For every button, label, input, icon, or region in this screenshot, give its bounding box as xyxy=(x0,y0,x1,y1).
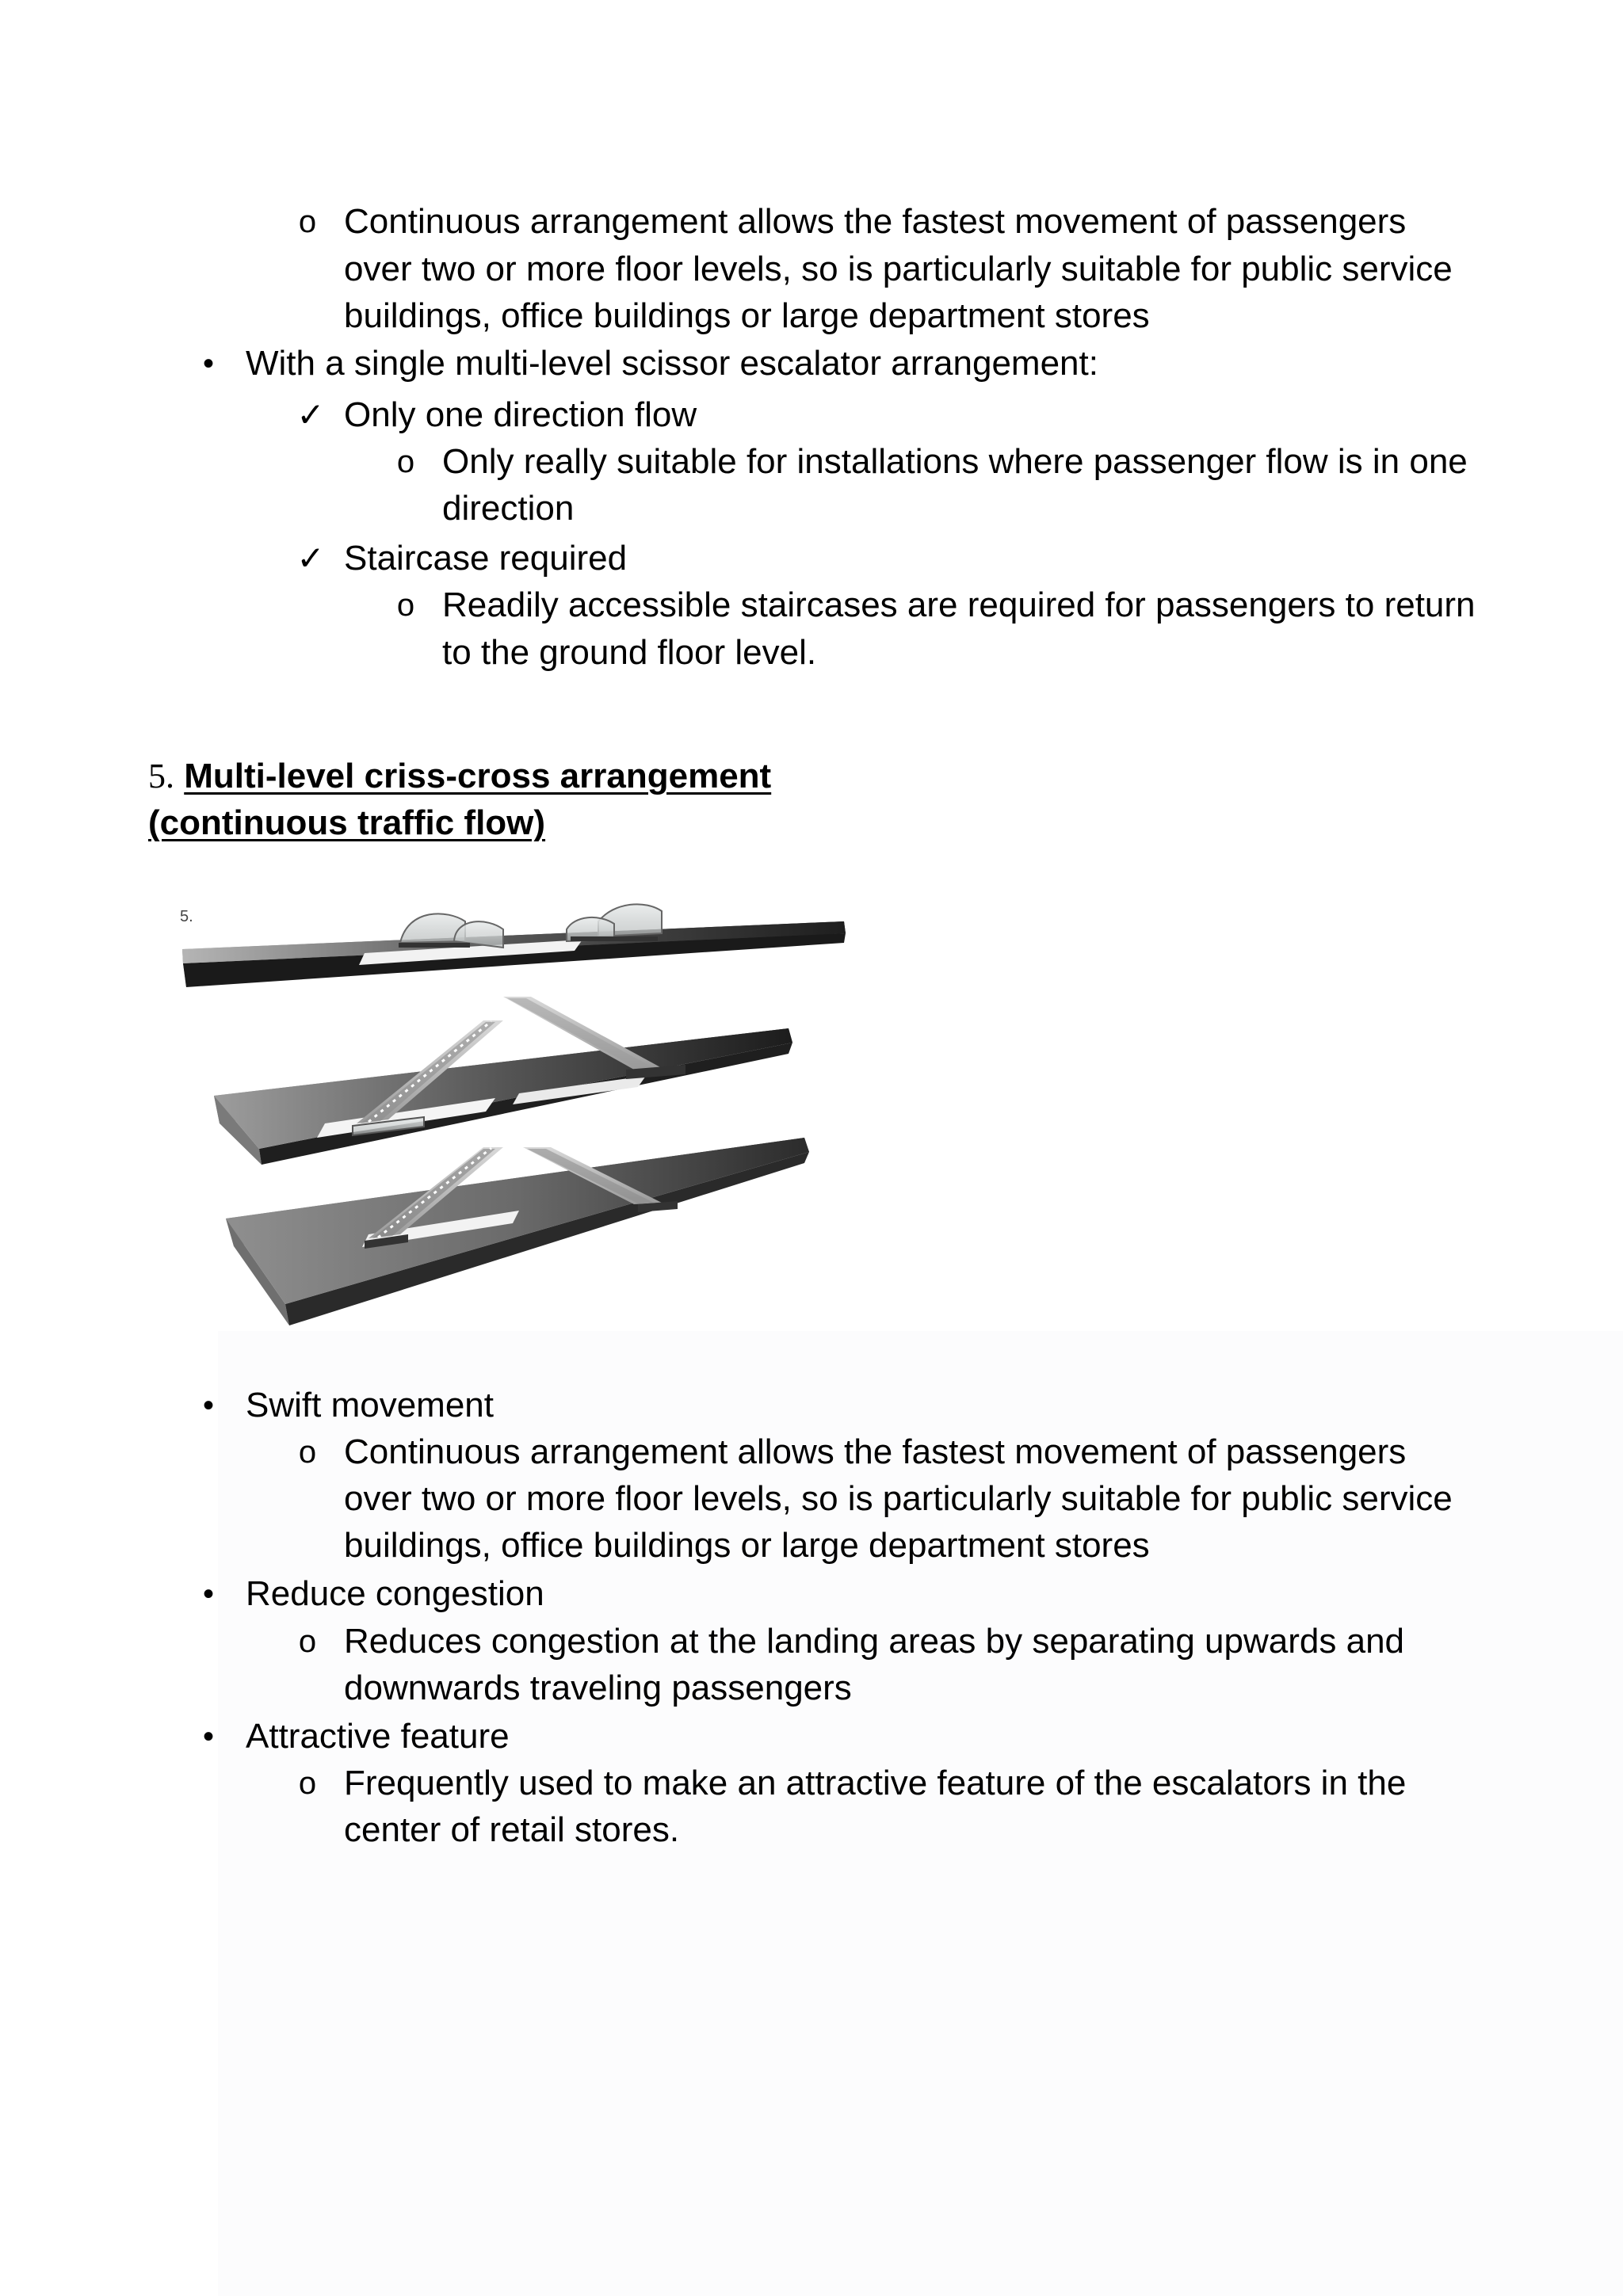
hollow-bullet-icon: o xyxy=(298,1435,317,1470)
list-text: Readily accessible staircases are required for passengers to return xyxy=(442,585,1476,624)
bullet-icon: • xyxy=(202,1388,214,1423)
list-text: Only really suitable for installations where passenger flow is in one xyxy=(442,442,1468,481)
list-text: Attractive feature xyxy=(246,1717,510,1756)
bullet-icon: • xyxy=(202,1577,214,1611)
criss-cross-escalator-illustration xyxy=(170,886,868,1337)
bottom-floor-slab xyxy=(226,1138,809,1325)
list-text: downwards traveling passengers xyxy=(344,1669,852,1707)
top-floor-slab xyxy=(182,921,846,987)
list-text: buildings, office buildings or large department stores xyxy=(344,1526,1150,1565)
section-number: 5. xyxy=(148,757,174,795)
section-subheading xyxy=(148,800,545,846)
hollow-bullet-icon: o xyxy=(298,1766,317,1801)
list-text: With a single multi-level scissor escalator arrangement: xyxy=(246,344,1098,383)
hollow-bullet-icon: o xyxy=(298,1624,317,1659)
list-text: Staircase required xyxy=(344,539,628,578)
hollow-bullet-icon: o xyxy=(298,204,317,239)
section-heading xyxy=(148,753,771,799)
list-text: to the ground floor level. xyxy=(442,633,817,672)
checkmark-icon: ✓ xyxy=(296,396,325,433)
bullet-icon: • xyxy=(202,1719,214,1754)
bullet-icon: • xyxy=(202,346,214,381)
hollow-bullet-icon: o xyxy=(396,588,415,623)
list-text: buildings, office buildings or large department stores xyxy=(344,296,1150,335)
hollow-bullet-icon: o xyxy=(396,444,415,479)
middle-floor-slab xyxy=(214,1028,792,1165)
escalator-figure xyxy=(170,886,868,1337)
list-text: center of retail stores. xyxy=(344,1810,680,1849)
figure-label: 5. xyxy=(180,908,193,925)
section-title: Multi-level criss-cross arrangement xyxy=(184,757,772,795)
checkmark-icon: ✓ xyxy=(296,540,325,577)
list-text: Reduces congestion at the landing areas by separating upwards and xyxy=(344,1622,1405,1661)
list-text: over two or more floor levels, so is particularly suitable for public service xyxy=(344,1479,1453,1518)
list-text: Reduce congestion xyxy=(246,1574,544,1613)
section-subtitle: (continuous traffic flow) xyxy=(148,803,546,842)
list-text: Continuous arrangement allows the fastest movement of passengers xyxy=(344,1432,1407,1471)
list-text: Continuous arrangement allows the fastest movement of passengers xyxy=(344,202,1407,241)
list-text: Swift movement xyxy=(246,1386,494,1425)
list-text: over two or more floor levels, so is particularly suitable for public service xyxy=(344,250,1453,288)
list-text: direction xyxy=(442,489,575,528)
list-text: Only one direction flow xyxy=(344,395,697,434)
list-text: Frequently used to make an attractive feature of the escalators in the xyxy=(344,1764,1407,1802)
